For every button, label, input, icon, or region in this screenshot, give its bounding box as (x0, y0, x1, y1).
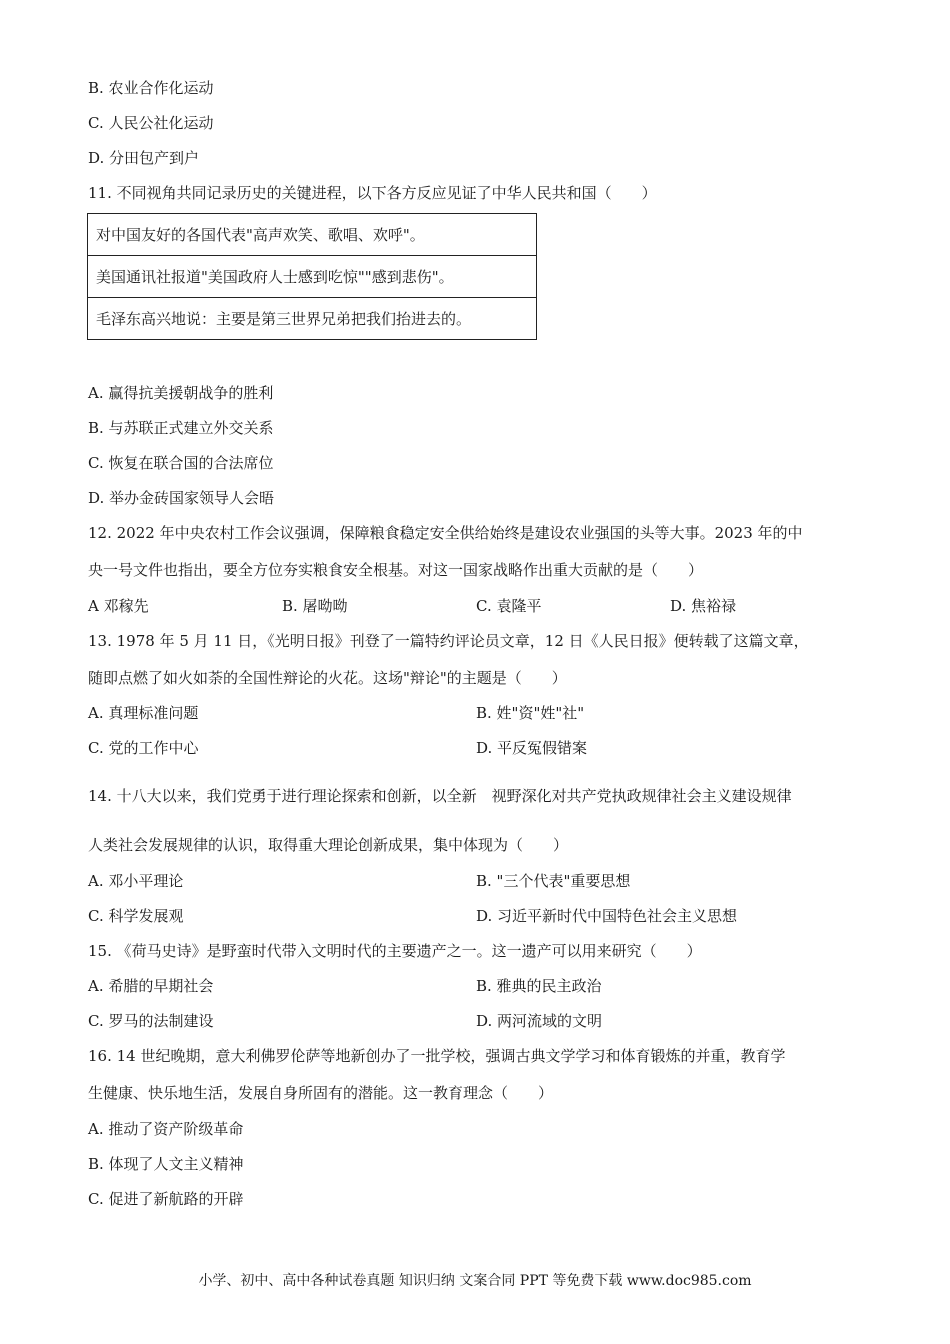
q11-option-b: B. 与苏联正式建立外交关系 (88, 419, 274, 437)
q11-option-d: D. 举办金砖国家领导人会晤 (88, 489, 275, 507)
q15-stem: 15. 《荷马史诗》是野蛮时代带入文明时代的主要遗产之一。这一遗产可以用来研究（ ） (88, 942, 702, 960)
q12-option-c: C. 袁隆平 (476, 597, 542, 615)
q13-stem-line2: 随即点燃了如火如荼的全国性辩论的火花。这场"辩论"的主题是（ ） (88, 669, 567, 687)
q12-stem-line2: 央一号文件也指出，要全方位夯实粮食安全根基。对这一国家战略作出重大贡献的是（ ） (88, 561, 704, 579)
q14-stem-line1: 14. 十八大以来，我们党勇于进行理论探索和创新，以全新 视野深化对共产党执政规律社会主义建设规律 (88, 787, 792, 805)
q15-option-c: C. 罗马的法制建设 (88, 1012, 214, 1030)
q16-option-b: B. 体现了人文主义精神 (88, 1155, 244, 1173)
q10-option-b: B. 农业合作化运动 (88, 79, 214, 97)
q13-option-d: D. 平反冤假错案 (476, 739, 588, 757)
table-cell: 对中国友好的各国代表"高声欢笑、歌唱、欢呼"。 (88, 214, 537, 256)
q13-option-c: C. 党的工作中心 (88, 739, 199, 757)
table-row (88, 256, 537, 298)
q11-option-a: A. 赢得抗美援朝战争的胜利 (88, 384, 274, 402)
q15-option-a: A. 希腊的早期社会 (88, 977, 214, 995)
q13-option-a: A. 真理标准问题 (88, 704, 199, 722)
table-cell: 毛泽东高兴地说：主要是第三世界兄弟把我们抬进去的。 (88, 298, 537, 340)
q16-option-a: A. 推动了资产阶级革命 (88, 1120, 244, 1138)
q12-option-b: B. 屠呦呦 (282, 597, 348, 615)
q11-stem: 11. 不同视角共同记录历史的关键进程，以下各方反应见证了中华人民共和国（ ） (88, 184, 657, 202)
q16-stem-line1: 16. 14 世纪晚期，意大利佛罗伦萨等地新创办了一批学校，强调古典文学学习和体育锻炼的并重，教育学 (88, 1047, 786, 1065)
q14-option-b: B. "三个代表"重要思想 (476, 872, 631, 890)
q16-stem-line2: 生健康、快乐地生活，发展自身所固有的潜能。这一教育理念（ ） (88, 1084, 554, 1102)
table-row (88, 298, 537, 340)
q14-option-d: D. 习近平新时代中国特色社会主义思想 (476, 907, 738, 925)
q16-option-c: C. 促进了新航路的开辟 (88, 1190, 244, 1208)
q13-stem-line1: 13. 1978 年 5 月 11 日，《光明日报》刊登了一篇特约评论员文章，12 日《人民日报》便转载了这篇文章， (88, 632, 809, 650)
q10-option-d: D. 分田包产到户 (88, 149, 200, 167)
q14-option-a: A. 邓小平理论 (88, 872, 184, 890)
q14-stem-line2: 人类社会发展规律的认识，取得重大理论创新成果，集中体现为（ ） (88, 836, 569, 854)
q11-source-table (87, 213, 537, 340)
q10-option-c: C. 人民公社化运动 (88, 114, 214, 132)
page-footer: 小学、初中、高中各种试卷真题 知识归纳 文案合同 PPT 等免费下载 www.doc985.com (198, 1273, 752, 1289)
table-row (88, 214, 537, 256)
q14-option-c: C. 科学发展观 (88, 907, 184, 925)
q15-option-d: D. 两河流域的文明 (476, 1012, 603, 1030)
q12-option-d: D. 焦裕禄 (670, 597, 737, 615)
q12-stem-line1: 12. 2022 年中央农村工作会议强调，保障粮食稳定安全供给始终是建设农业强国的头等大事。2023 年的中 (88, 524, 803, 542)
q11-option-c: C. 恢复在联合国的合法席位 (88, 454, 274, 472)
q13-option-b: B. 姓"资"姓"社" (476, 704, 585, 722)
table-cell: 美国通讯社报道"美国政府人士感到吃惊""感到悲伤"。 (88, 256, 537, 298)
q15-option-b: B. 雅典的民主政治 (476, 977, 602, 995)
q12-option-a: A 邓稼先 (88, 597, 149, 615)
